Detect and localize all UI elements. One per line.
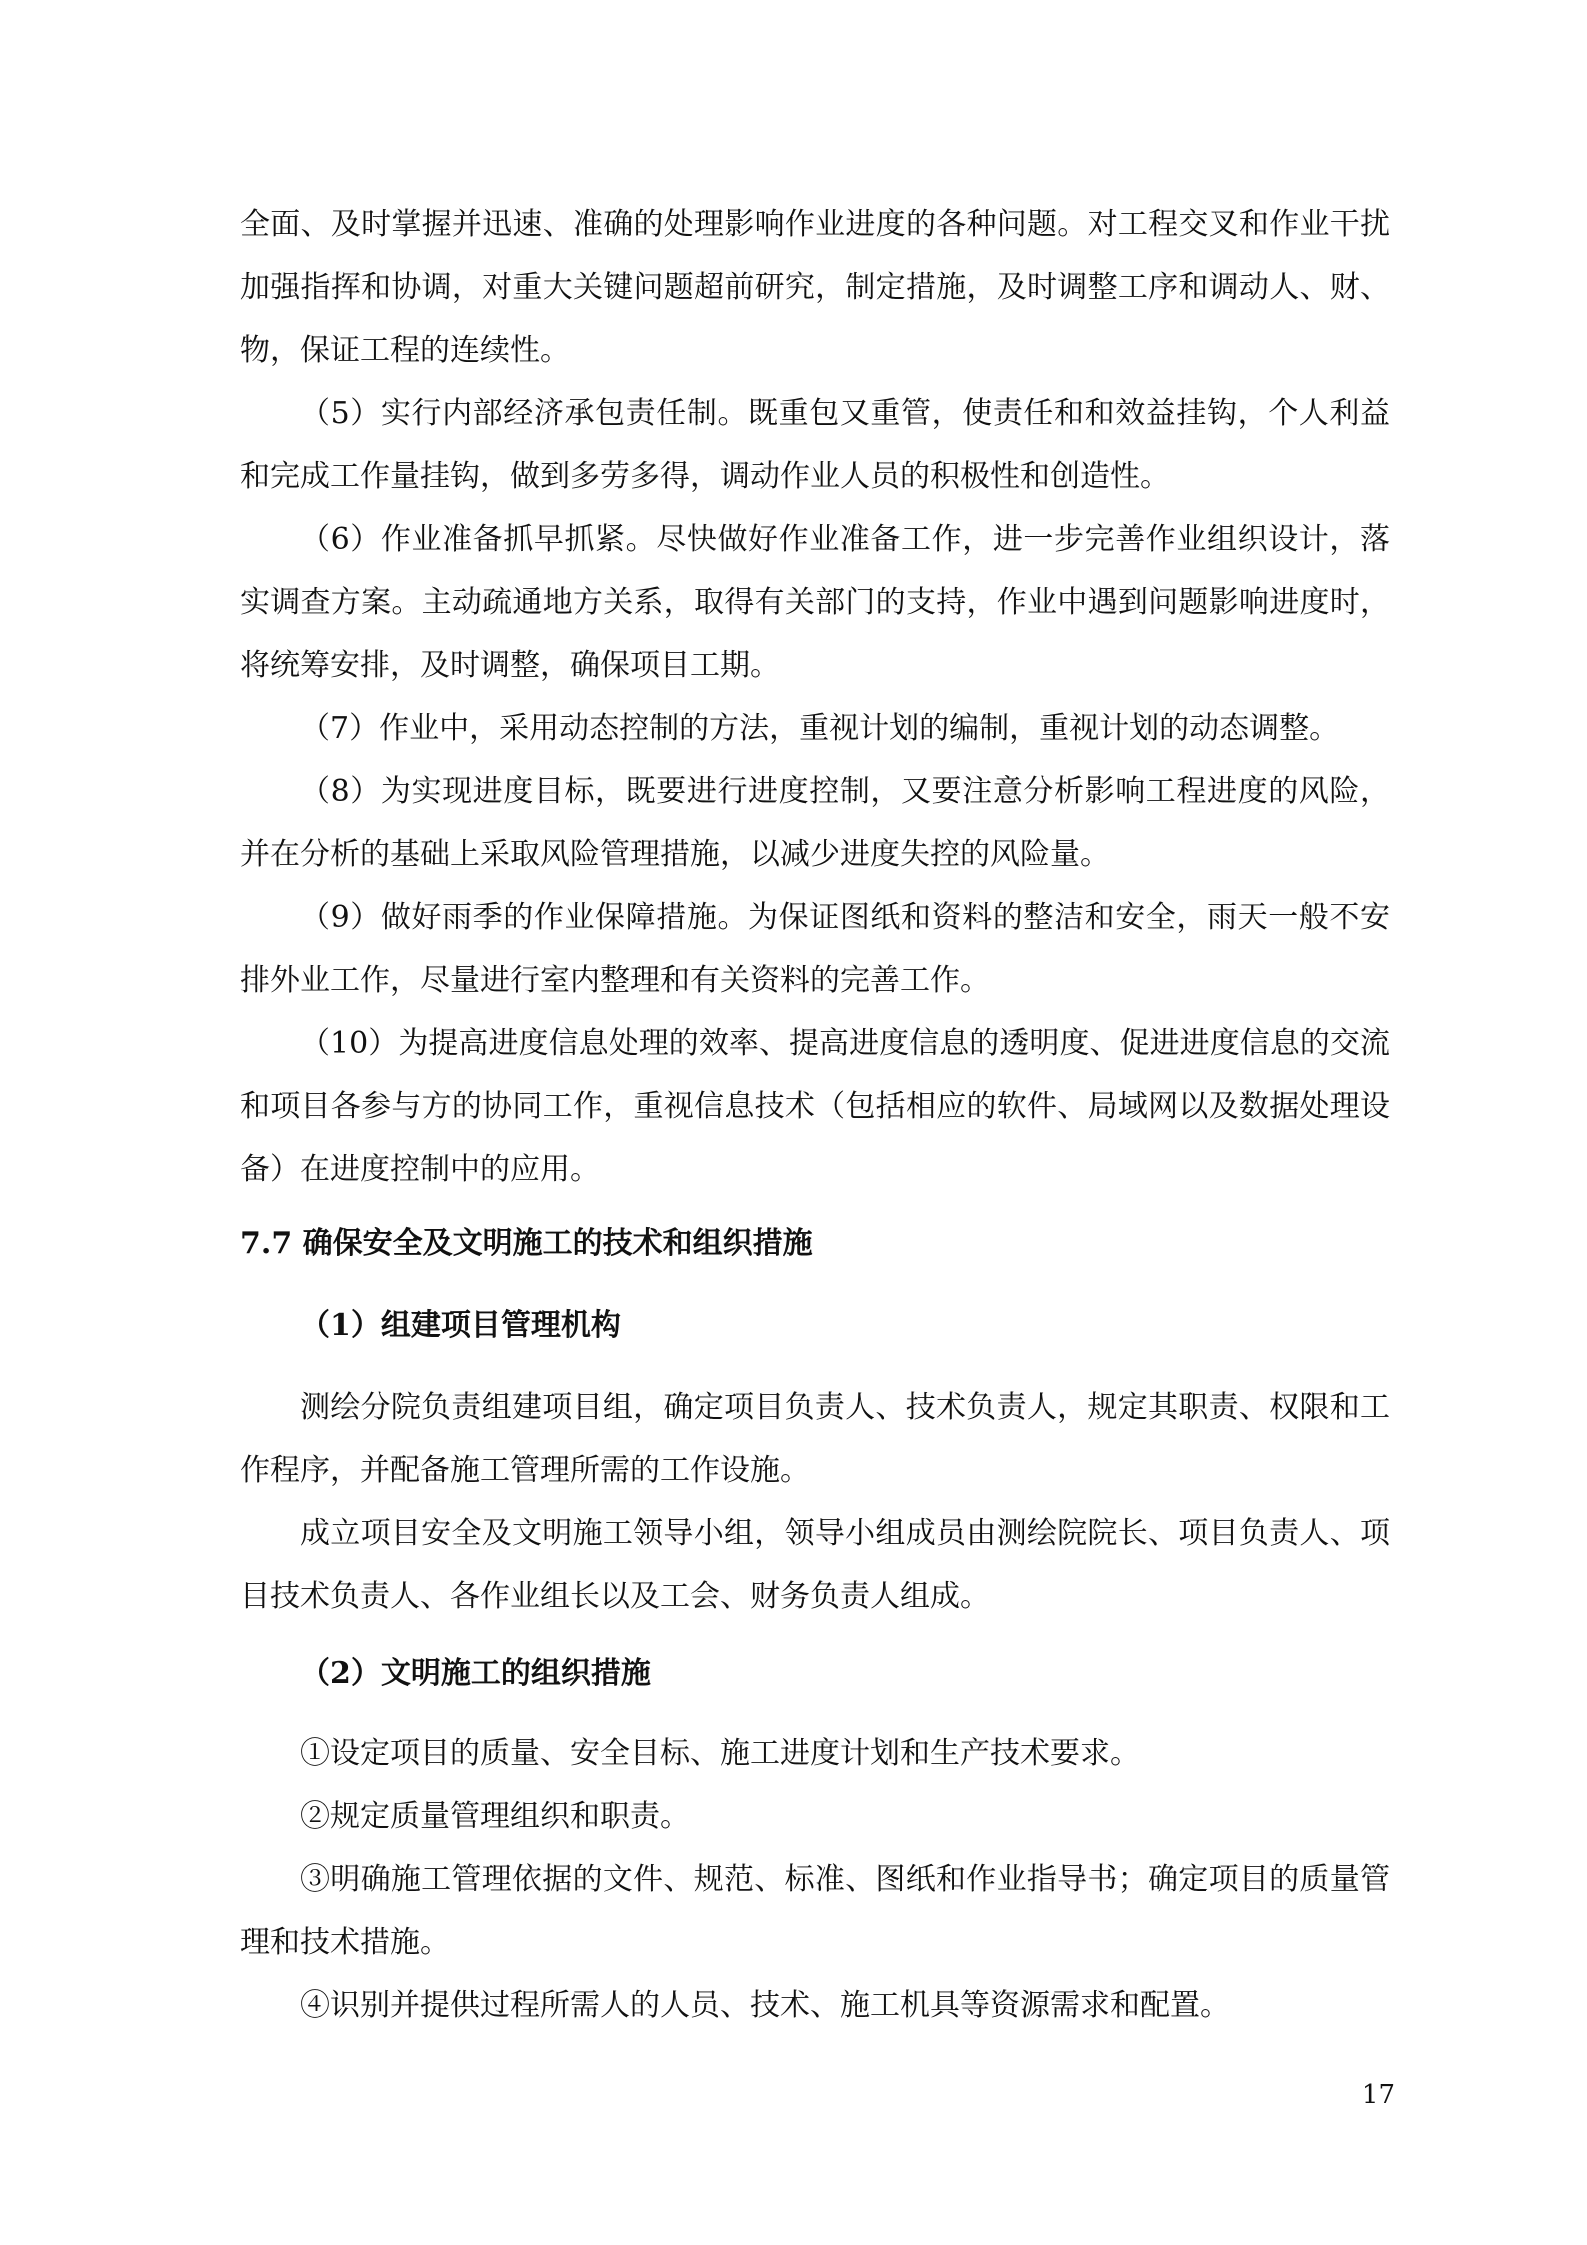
- list-item: ①设定项目的质量、安全目标、施工进度计划和生产技术要求。: [300, 1736, 1140, 1771]
- list-item: ④识别并提供过程所需人的人员、技术、施工机具等资源需求和配置。: [300, 1988, 1230, 2023]
- list-item: ②规定质量管理组织和职责。: [300, 1799, 690, 1834]
- paragraph-item-10: （10）为提高进度信息处理的效率、提高进度信息的透明度、促进进度信息的交流和项目各参与方的协同工作，重视信息技术（包括相应的软件、局域网以及数据处理设备）在进度控制中的应用。: [240, 1026, 1390, 1187]
- paragraph-item-6: （6）作业准备抓早抓紧。尽快做好作业准备工作，进一步完善作业组织设计，落实调查方案。主动疏通地方关系，取得有关部门的支持，作业中遇到问题影响进度时，将统筹安排，及时调整，确保项目工期。: [240, 522, 1390, 683]
- subheading-civilized-construction: （2）文明施工的组织措施: [300, 1656, 651, 1691]
- paragraph-leadership-group: 成立项目安全及文明施工领导小组，领导小组成员由测绘院院长、项目负责人、项目技术负责人、各作业组长以及工会、财务负责人组成。: [240, 1516, 1390, 1614]
- list-item: ③明确施工管理依据的文件、规范、标准、图纸和作业指导书；确定项目的质量管理和技术措施。: [240, 1862, 1390, 1960]
- paragraph-item-9: （9）做好雨季的作业保障措施。为保证图纸和资料的整洁和安全，雨天一般不安排外业工作，尽量进行室内整理和有关资料的完善工作。: [240, 900, 1390, 998]
- paragraph-progress-problems: 全面、及时掌握并迅速、准确的处理影响作业进度的各种问题。对工程交叉和作业干扰加强指挥和协调，对重大关键问题超前研究，制定措施，及时调整工序和调动人、财、物，保证工程的连续性。: [240, 207, 1390, 368]
- paragraph-item-8: （8）为实现进度目标，既要进行进度控制，又要注意分析影响工程进度的风险，并在分析的基础上采取风险管理措施，以减少进度失控的风险量。: [240, 774, 1390, 872]
- section-heading: 7.7 确保安全及文明施工的技术和组织措施: [240, 1226, 813, 1261]
- subheading-project-organization: （1）组建项目管理机构: [300, 1308, 621, 1343]
- paragraph-project-team: 测绘分院负责组建项目组，确定项目负责人、技术负责人，规定其职责、权限和工作程序，并配备施工管理所需的工作设施。: [240, 1390, 1390, 1488]
- paragraph-item-5: （5）实行内部经济承包责任制。既重包又重管，使责任和和效益挂钩，个人利益和完成工作量挂钩，做到多劳多得，调动作业人员的积极性和创造性。: [240, 396, 1390, 494]
- paragraph-item-7: （7）作业中，采用动态控制的方法，重视计划的编制，重视计划的动态调整。: [300, 711, 1340, 746]
- page-number: 17: [1361, 2080, 1395, 2110]
